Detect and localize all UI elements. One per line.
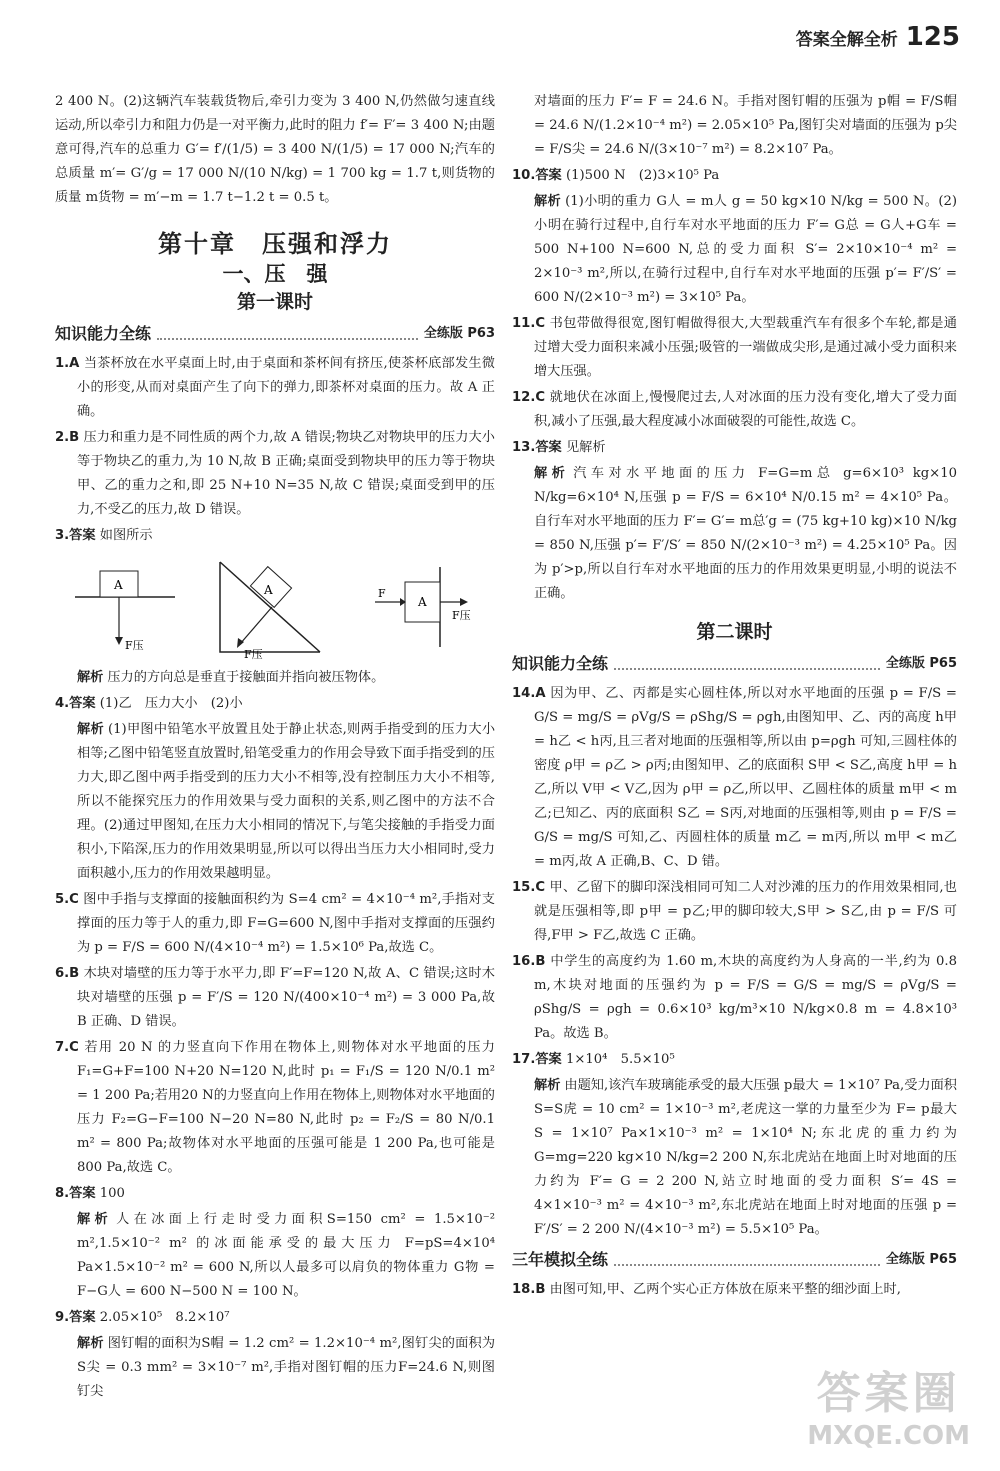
header-title: 答案全解全析 xyxy=(795,29,898,50)
list-item: 11.C 书包带做得很宽,图钉帽做得很大,大型载重汽车有很多个车轮,都是通过增大受力面积来减小压强;吸管的一端做成尖形,是通过减小受力面积来增大压强。 xyxy=(512,316,957,379)
section-bar-2 xyxy=(512,652,957,676)
section-bar-title: 知识能力全练 xyxy=(512,654,609,673)
list-item: 解析 由题知,该汽车玻璃能承受的最大压强 p最大 = 1×10⁷ Pa,受力面积 S=S虎 = 10 cm² = 1×10⁻³ m²,老虎这一掌的力量至少为 F= p最大 S = 1×10⁷ Pa×1×10⁻³ m² = 1×10⁴ N;东北虎的重力约为 G=mg=220 kg×10 N/kg=2 200 N,东北虎站在地面上时对地面的压力约为 F′= G = 2 200 N,站立时地面的受力面积 S′= 4S = 4×1×10⁻³ m² = 4×10⁻³ m²,东北虎站在地面上时对地面的压强 p = F′/S′ = 2 200 N/(4×10⁻³ m²) = 5.5×10⁵ Pa。 xyxy=(534,1078,957,1237)
list-item: 17.答案 1×10⁴ 5.5×10⁵ xyxy=(512,1052,675,1067)
svg-text:F压: F压 xyxy=(244,648,263,661)
section-bar-ref: 全练版 P65 xyxy=(885,656,957,671)
lesson-title-2: 第二课时 xyxy=(696,621,773,643)
list-item: 18.B 由图可知,甲、乙两个实心正方体放在原来平整的细沙面上时, xyxy=(512,1282,901,1297)
list-item: 5.C 图中手指与支撑面的接触面积约为 S=4 cm² = 4×10⁻⁴ m²,手指对支撑面的压力等于人的重力,即 F=G=600 N,图中手指对支撑面的压强约为 p = F/S = 600 N/(4×10⁻⁴ m²) = 1.5×10⁶ Pa,故选 C。 xyxy=(55,892,495,955)
list-item: 解析 (1)甲图中铅笔水平放置且处于静止状态,则两手指受到的压力大小相等;乙图中铅笔竖直放置时,铅笔受重力的作用会导致下面手指受到的压力大,即乙图中两手指受到的压力大小不相等,没有控制压力大小不相等,所以不能探究压力的作用效果与受力面积的关系,则乙图中的方法不合理。(2)通过甲图知,在压力大小相同的情况下,与笔尖接触的手指受力面积小,下陷深,压力的作用效果明显,所以可以得出当压力大小相同时,受力面积越小,压力的作用效果越明显。 xyxy=(77,722,496,881)
list-item: 12.C 就地伏在冰面上,慢慢爬过去,人对冰面的压力没有变化,增大了受力面积,减小了压强,最大程度减小冰面破裂的可能性,故选 C。 xyxy=(512,390,957,429)
list-item: 13.答案 见解析 xyxy=(512,440,606,455)
section-title: 一、压 强 xyxy=(222,262,328,286)
force-diagrams xyxy=(55,552,495,662)
list-item: 14.A 因为甲、乙、丙都是实心圆柱体,所以对水平地面的压强 p = F/S = G/S = mg/S = ρVg/S = ρShg/S = ρgh,由图知甲、乙、丙的高度 h甲 = h乙 < h丙,且三者对地面的压强相等,所以由 p=ρgh 可知,三圆柱体的密度 ρ甲 = ρ乙 > ρ丙;由图知甲、乙的底面积 S甲 < S乙,高度 h甲 = h乙,所以 V甲 < V乙,因为 ρ甲 = ρ乙,所以甲、乙圆柱体的质量 m甲 < m乙;已知乙、丙的底面积 S乙 = S丙,对地面的压强相等,则由 p = F/S = G/S = mg/S 可知,乙、丙圆柱体的质量 m乙 = m丙,所以 m甲 < m乙 = m丙,故 A 正确,B、C、D 错。 xyxy=(512,686,957,869)
right-column xyxy=(512,90,957,1304)
left-column xyxy=(55,90,495,1404)
page-number: 125 xyxy=(905,22,960,52)
list-item: 7.C 若用 20 N 的力竖直向下作用在物体上,则物体对水平地面的压力 F₁=G+F=100 N+20 N=120 N,此时 p₁ = F₁/S = 120 N/0.1 m² = 1 200 Pa;若用20 N的力竖直向上作用在物体上,则物体对水平地面的压力 F₂=G−F=100 N−20 N=80 N,此时 p₂ = F₂/S = 80 N/0.1 m² = 800 Pa;故物体对水平地面的压强可能是 1 200 Pa,也可能是 800 Pa,故选 C。 xyxy=(55,1040,495,1175)
list-item: 对墙面的压力 F′= F = 24.6 N。手指对图钉帽的压强为 p帽 = F/S帽 = 24.6 N/(1.2×10⁻⁴ m²) = 2.05×10⁵ Pa,图钉尖对墙面的压强为 p尖 = F/S尖 = 24.6 N/(3×10⁻⁷ m²) = 8.2×10⁷ Pa。 xyxy=(534,94,957,157)
list-item: 解析 图钉帽的面积为S帽 = 1.2 cm² = 1.2×10⁻⁴ m²,图钉尖的面积为 S尖 = 0.3 mm² = 3×10⁻⁷ m²,手指对图钉帽的压力F=24.6 N,则图钉尖 xyxy=(77,1336,496,1399)
page-header xyxy=(796,22,960,52)
chapter-title: 第十章 压强和浮力 xyxy=(158,230,392,258)
left-top-paragraph: 2 400 N。(2)这辆汽车装载货物后,牵引力变为 3 400 N,仍然做匀速直线运动,所以牵引力和阻力仍是一对平衡力,此时的阻力 f′= F′= 3 400 N;由题意可得,汽车的总重力 G′= f′/(1/5) = 3 400 N/(1/5) = 17 000 N;汽车的总质量 m′= G′/g = 17 000 N/(10 N/kg) = 1 700 kg = 1.7 t,则货物的质量 m货物 = m′−m = 1.7 t−1.2 t = 0.5 t。 xyxy=(55,94,495,205)
list-item: 8.答案 100 xyxy=(55,1186,125,1201)
svg-text:A: A xyxy=(418,595,427,609)
diagram-wall-block xyxy=(360,557,480,657)
list-item: 解析 汽车对水平地面的压力 F=G=m总 g=6×10³ kg×10 N/kg=6×10⁴ N,压强 p = F/S = 6×10⁴ N/0.15 m² = 4×10⁵ Pa。自行车对水平地面的压力 F′= G′= m总′g = (75 kg+10 kg)×10 N/kg = 850 N,压强 p′= F′/S′ = 850 N/(2×10⁻³ m²) = 4.25×10⁵ Pa。因为 p′>p,所以自行车对水平地面的压力的作用效果更明显,小明的说法不正确。 xyxy=(534,466,957,601)
svg-text:F压: F压 xyxy=(125,639,144,652)
list-item: 6.B 木块对墙壁的压力等于水平力,即 F′=F=120 N,故 A、C 错误;这时木块对墙壁的压强 p = F′/S = 120 N/(400×10⁻⁴ m²) = 3 000 Pa,故 B 正确、D 错误。 xyxy=(55,966,495,1029)
section-bar-title: 三年模拟全练 xyxy=(512,1250,609,1269)
list-item: 1.A 当茶杯放在水平桌面上时,由于桌面和茶杯间有挤压,使茶杯底部发生微小的形变,从而对桌面产生了向下的弹力,即茶杯对桌面的压力。故 A 正确。 xyxy=(55,356,495,419)
section-bar-3 xyxy=(512,1248,957,1272)
list-item: 16.B 中学生的高度约为 1.60 m,木块的高度约为人身高的一半,约为 0.8 m,木块对地面的压强约为 p = F/S = G/S = mg/S = ρVg/S = ρShg/S = ρgh = 0.6×10³ kg/m³×10 N/kg×0.8 m = 4.8×10³ Pa。故选 B。 xyxy=(512,954,957,1041)
diagram-incline-block xyxy=(210,552,330,662)
section-bar-ref: 全练版 P63 xyxy=(423,326,495,341)
section-bar-title: 知识能力全练 xyxy=(55,324,152,343)
lesson-title: 第一课时 xyxy=(236,291,313,313)
list-item: 10.答案 (1)500 N (2)3×10⁵ Pa xyxy=(512,168,720,183)
list-item: 15.C 甲、乙留下的脚印深浅相同可知二人对沙滩的压力的作用效果相同,也就是压强相等,即 p甲 = p乙;甲的脚印较大,S甲 > S乙,由 p = F/S 可得,F甲 > F乙,故选 C 正确。 xyxy=(512,880,957,943)
list-item: 4.答案 (1)乙 压力大小 (2)小 xyxy=(55,696,243,711)
svg-text:A: A xyxy=(264,583,273,597)
list-item: 3.答案 如图所示 xyxy=(55,528,153,543)
svg-text:F压: F压 xyxy=(452,609,471,622)
svg-text:F: F xyxy=(378,587,386,600)
list-item: 解析 (1)小明的重力 G人 = m人 g = 50 kg×10 N/kg = 500 N。(2)小明在骑行过程中,自行车对水平地面的压力 F′= G总 = G人+G车 = 500 N+100 N=600 N,总的受力面积 S′= 2×10×10⁻⁴ m² = 2×10⁻³ m²,所以,在骑行过程中,自行车对水平地面的压强 p′= F′/S′ = 600 N/(2×10⁻³ m²) = 3×10⁵ Pa。 xyxy=(534,194,957,305)
list-item: 2.B 压力和重力是不同性质的两个力,故 A 错误;物块乙对物块甲的压力大小等于物块乙的重力,为 10 N,故 B 正确;桌面受到物块甲的压力等于物块甲、乙的重力之和,即 25 N+10 N=35 N,故 C 错误;桌面受到甲的压力,不受乙的压力,故 D 错误。 xyxy=(55,430,495,517)
analysis-3: 解析 压力的方向总是垂直于接触面并指向被压物体。 xyxy=(77,670,385,685)
section-bar-ref: 全练版 P65 xyxy=(885,1252,957,1267)
section-bar xyxy=(55,322,495,346)
diagram-horizontal-block xyxy=(70,557,180,657)
watermark-logo: 答案圈 MXQE.COM xyxy=(807,1368,970,1451)
svg-text:A: A xyxy=(114,578,123,592)
list-item: 9.答案 2.05×10⁵ 8.2×10⁷ xyxy=(55,1310,230,1325)
list-item: 解析 人在冰面上行走时受力面积S=150 cm² = 1.5×10⁻² m²,1.5×10⁻² m² 的冰面能承受的最大压力 F=pS=4×10⁴ Pa×1.5×10⁻² m² = 600 N,所以人最多可以肩负的物体重力 G物 = F−G人 = 600 N−500 N = 100 N。 xyxy=(77,1212,496,1299)
